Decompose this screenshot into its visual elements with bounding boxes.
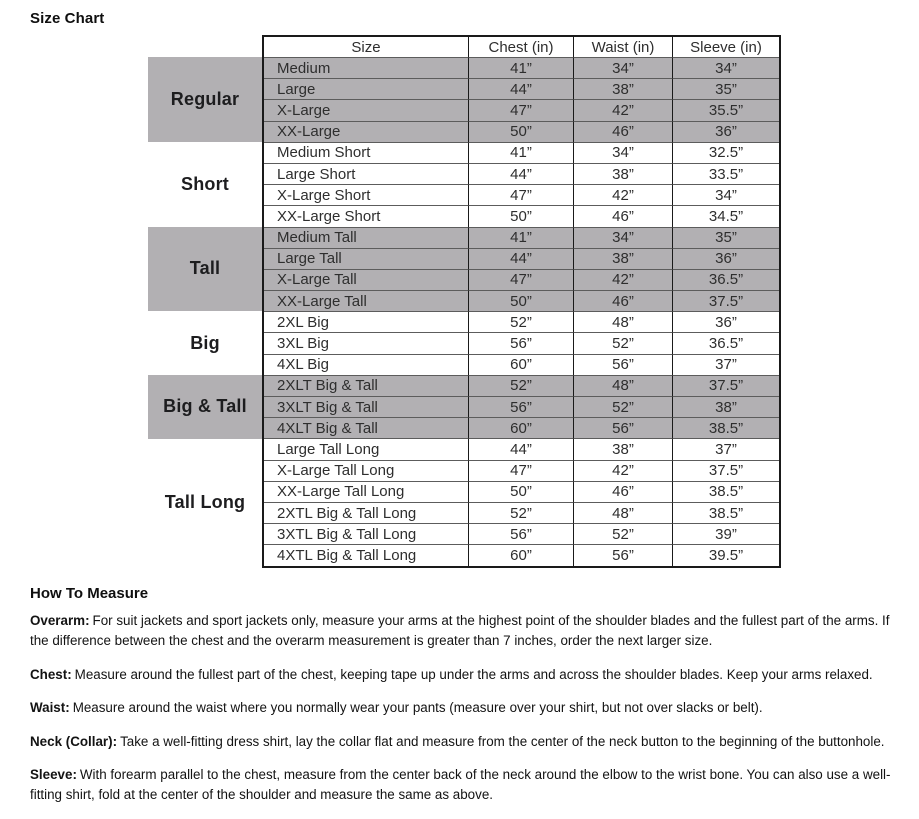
sleeve-cell: 36.5” [672,269,779,290]
sleeve-cell: 37” [672,438,779,459]
waist-cell: 46” [573,205,672,226]
size-cell: 4XLT Big & Tall [264,417,468,438]
measure-label-waist: Waist: [30,700,70,716]
sleeve-cell: 36” [672,121,779,142]
size-cell: 2XTL Big & Tall Long [264,502,468,523]
chest-cell: 47” [468,269,573,290]
size-cell: 4XTL Big & Tall Long [264,544,468,565]
waist-cell: 42” [573,269,672,290]
measure-text-neck: Take a well-fitting dress shirt, lay the collar flat and measure from the center of the neck button to the beginning of the buttonhole. [120,733,885,749]
chest-cell: 52” [468,502,573,523]
category-label: Short [181,173,229,194]
sleeve-cell: 34” [672,57,779,78]
waist-cell: 52” [573,332,672,353]
size-cell: Medium Tall [264,227,468,248]
table-row [264,121,779,142]
waist-cell: 34” [573,142,672,163]
size-cell: X-Large [264,99,468,120]
size-cell: 2XLT Big & Tall [264,375,468,396]
sleeve-cell: 38.5” [672,417,779,438]
sleeve-cell: 36.5” [672,332,779,353]
size-cell: X-Large Tall Long [264,460,468,481]
waist-cell: 38” [573,78,672,99]
chest-cell: 44” [468,438,573,459]
table-row [264,227,779,248]
waist-cell: 52” [573,523,672,544]
sleeve-cell: 33.5” [672,163,779,184]
sleeve-cell: 39” [672,523,779,544]
sleeve-cell: 39.5” [672,544,779,565]
waist-cell: 38” [573,438,672,459]
size-cell: 3XTL Big & Tall Long [264,523,468,544]
column-header-size: Size [351,38,381,56]
measure-text-waist: Measure around the waist where you normally wear your pants (measure over your shirt, but not over slacks or belt). [72,700,763,716]
sleeve-cell: 36” [672,311,779,332]
size-cell: XX-Large Short [264,205,468,226]
table-row [264,354,779,375]
table-row [264,57,779,78]
sleeve-cell: 35” [672,78,779,99]
table-row [264,269,779,290]
size-cell: 4XL Big [264,354,468,375]
waist-cell: 34” [573,227,672,248]
table-row [264,438,779,459]
measure-paragraph-neck [30,732,896,752]
size-cell: Large [264,78,468,99]
size-cell: Large Tall [264,248,468,269]
table-row [264,311,779,332]
sleeve-cell: 35” [672,227,779,248]
chest-cell: 41” [468,142,573,163]
chest-cell: 50” [468,205,573,226]
size-cell: Large Short [264,163,468,184]
size-cell: X-Large Tall [264,269,468,290]
chest-cell: 41” [468,227,573,248]
size-chart [148,35,781,568]
category-label: Tall Long [164,491,246,512]
measure-paragraph-waist [30,698,896,718]
chest-cell: 60” [468,417,573,438]
waist-cell: 48” [573,311,672,332]
chest-cell: 47” [468,99,573,120]
waist-cell: 46” [573,481,672,502]
how-to-measure-section [30,585,896,819]
measure-text-chest: Measure around the fullest part of the chest, keeping tape up under the arms and across the shoulder blades. Keep your arms relaxed. [74,666,873,682]
category-label: Big [190,332,220,353]
waist-cell: 48” [573,375,672,396]
waist-cell: 56” [573,354,672,375]
waist-cell: 38” [573,163,672,184]
waist-cell: 38” [573,248,672,269]
category-column [148,35,262,566]
size-cell: Medium [264,57,468,78]
category-label: Regular [148,57,262,142]
chest-cell: 47” [468,184,573,205]
waist-cell: 52” [573,396,672,417]
table-row [264,523,779,544]
waist-cell: 42” [573,184,672,205]
sleeve-cell: 37.5” [672,375,779,396]
table-row [264,205,779,226]
table-header-row [264,37,779,57]
measure-paragraph-chest [30,665,896,685]
sleeve-cell: 35.5” [672,99,779,120]
chest-cell: 44” [468,78,573,99]
table-row [264,544,779,565]
chest-cell: 47” [468,460,573,481]
size-cell: X-Large Short [264,184,468,205]
waist-cell: 42” [573,99,672,120]
table-row [264,375,779,396]
measure-label-chest: Chest: [30,666,72,682]
category-label: Tall [148,227,262,312]
table-row [264,460,779,481]
chest-cell: 52” [468,375,573,396]
waist-cell: 42” [573,460,672,481]
waist-cell: 46” [573,121,672,142]
size-cell: 2XL Big [264,311,468,332]
column-header-sleeve: Sleeve (in) [672,37,779,57]
sleeve-cell: 37.5” [672,290,779,311]
chest-cell: 44” [468,163,573,184]
table-row [264,184,779,205]
chest-cell: 50” [468,290,573,311]
size-cell: Large Tall Long [264,438,468,459]
waist-cell: 56” [573,544,672,565]
measure-label-sleeve: Sleeve: [30,766,77,782]
table-row [264,290,779,311]
waist-cell: 56” [573,417,672,438]
measure-label-overarm: Overarm: [30,613,90,628]
chest-cell: 50” [468,481,573,502]
measure-text-overarm: For suit jackets and sport jackets only, measure your arms at the highest point of the shoulder blades and the fullest part of the arms. If the difference between the chest and the overarm measurement is greater than 7 inches, order the next larger size. [30,613,890,649]
chest-cell: 60” [468,544,573,565]
table-row [264,417,779,438]
size-cell: 3XLT Big & Tall [264,396,468,417]
chest-cell: 52” [468,311,573,332]
sleeve-cell: 32.5” [672,142,779,163]
table-row [264,481,779,502]
chest-cell: 56” [468,523,573,544]
table-row [264,99,779,120]
table-row [264,248,779,269]
size-table [262,35,781,568]
waist-cell: 46” [573,290,672,311]
column-header-waist: Waist (in) [573,37,672,57]
size-cell: XX-Large Tall Long [264,481,468,502]
chest-cell: 41” [468,57,573,78]
waist-cell: 48” [573,502,672,523]
table-row [264,502,779,523]
measure-paragraph-overarm [30,611,896,652]
sleeve-cell: 36” [672,248,779,269]
chest-cell: 50” [468,121,573,142]
column-header-chest: Chest (in) [468,37,573,57]
chest-cell: 60” [468,354,573,375]
sleeve-cell: 37.5” [672,460,779,481]
chest-cell: 44” [468,248,573,269]
sleeve-cell: 38.5” [672,502,779,523]
how-to-measure-heading: How To Measure [30,585,149,602]
size-cell: 3XL Big [264,332,468,353]
size-cell: Medium Short [264,142,468,163]
page-title: Size Chart [30,10,105,27]
sleeve-cell: 38” [672,396,779,417]
sleeve-cell: 38.5” [672,481,779,502]
measure-paragraph-sleeve [30,765,896,806]
waist-cell: 34” [573,57,672,78]
sleeve-cell: 34” [672,184,779,205]
measure-label-neck: Neck (Collar): [30,733,118,749]
chest-cell: 56” [468,396,573,417]
table-row [264,163,779,184]
table-row [264,332,779,353]
sleeve-cell: 34.5” [672,205,779,226]
sleeve-cell: 37” [672,354,779,375]
measure-text-sleeve: With forearm parallel to the chest, measure from the center back of the neck around the elbow to the wrist bone. You can also use a well-fitting shirt, fold at the center of the shoulder and measure the same as above. [30,766,891,803]
table-row [264,142,779,163]
table-row [264,396,779,417]
chest-cell: 56” [468,332,573,353]
category-label: Big & Tall [148,375,262,439]
size-cell: XX-Large Tall [264,290,468,311]
table-row [264,78,779,99]
size-cell: XX-Large [264,121,468,142]
